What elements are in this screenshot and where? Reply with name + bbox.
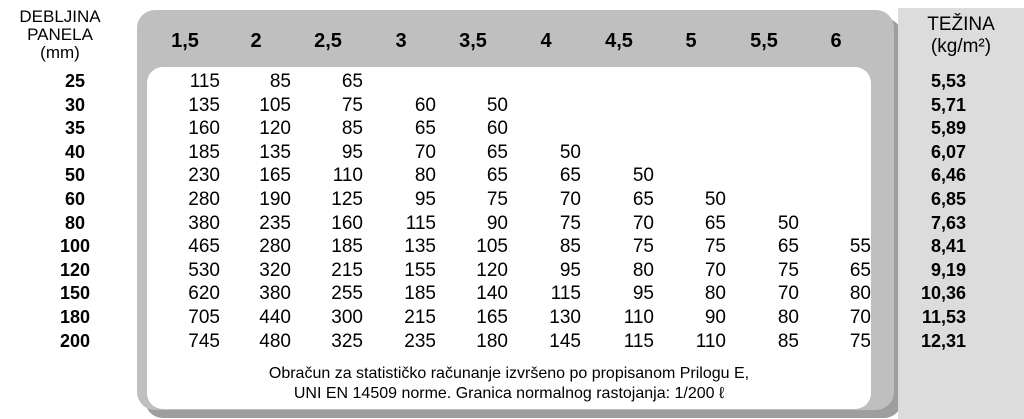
table-cell: 530 bbox=[188, 259, 220, 281]
row-weight-value: 12,31 bbox=[920, 330, 966, 351]
row-weight-value: 6,85 bbox=[930, 189, 966, 209]
table-cell: 185 bbox=[404, 283, 436, 305]
column-header: 3,5 bbox=[459, 30, 487, 52]
table-cell: 130 bbox=[549, 307, 581, 328]
table-cell: 465 bbox=[188, 236, 220, 258]
table-cell: 115 bbox=[189, 71, 220, 92]
table-cell: 135 bbox=[188, 94, 220, 116]
table-cell: 70 bbox=[414, 141, 436, 163]
table-cell: 80 bbox=[849, 283, 871, 305]
table-cell: 60 bbox=[486, 118, 508, 140]
column-header: 2,5 bbox=[314, 30, 342, 52]
column-header: 1,5 bbox=[171, 30, 199, 52]
table-cell: 65 bbox=[559, 165, 581, 187]
table-cell: 65 bbox=[849, 259, 871, 281]
column-header: 5 bbox=[685, 30, 697, 52]
table-cell: 125 bbox=[331, 189, 363, 210]
table-cell: 50 bbox=[704, 189, 726, 210]
table-cell: 90 bbox=[704, 307, 726, 328]
row-thickness-label: 30 bbox=[64, 94, 86, 115]
table-cell: 135 bbox=[404, 236, 436, 258]
table-cell: 75 bbox=[632, 236, 654, 258]
table-cell: 620 bbox=[188, 283, 220, 305]
table-cell: 70 bbox=[777, 283, 799, 305]
table-cell: 440 bbox=[259, 307, 291, 328]
table-cell: 145 bbox=[549, 330, 581, 352]
weight-header bbox=[898, 14, 1024, 58]
table-cell: 95 bbox=[632, 283, 654, 305]
footnote-line2: UNI EN 14509 norme. Granica normalnog rastojanja: 1/200 ℓ bbox=[293, 385, 725, 402]
table-cell: 180 bbox=[476, 330, 508, 352]
table-cell: 160 bbox=[331, 212, 363, 234]
table-cell: 115 bbox=[550, 283, 581, 305]
table-cell: 80 bbox=[632, 259, 654, 281]
row-weight-value: 6,07 bbox=[930, 141, 966, 162]
footnote bbox=[147, 364, 871, 404]
table-cell: 190 bbox=[259, 189, 291, 210]
row-thickness-label: 80 bbox=[64, 212, 86, 233]
table-cell: 65 bbox=[486, 141, 508, 163]
table-cell: 60 bbox=[414, 94, 436, 116]
table-cell: 185 bbox=[331, 236, 363, 258]
table-cell: 165 bbox=[259, 165, 291, 187]
table-cell: 320 bbox=[259, 259, 291, 281]
row-thickness-label: 150 bbox=[59, 283, 91, 304]
table-cell: 75 bbox=[704, 236, 726, 258]
table-cell: 745 bbox=[188, 330, 220, 352]
table-cell: 380 bbox=[259, 283, 291, 305]
table-cell: 185 bbox=[188, 141, 220, 163]
table-cell: 215 bbox=[331, 259, 363, 281]
table-cell: 85 bbox=[777, 330, 799, 352]
table-cell: 115 bbox=[405, 212, 436, 234]
table-cell: 255 bbox=[331, 283, 363, 305]
table-cell: 110 bbox=[623, 307, 654, 328]
table-cell: 165 bbox=[476, 307, 508, 328]
column-header: 3 bbox=[395, 30, 407, 52]
table-cell: 135 bbox=[259, 141, 291, 163]
weight-header-unit: (kg/m²) bbox=[930, 36, 992, 57]
table-cell: 480 bbox=[259, 330, 291, 352]
table-cell: 705 bbox=[188, 307, 220, 328]
table-cell: 65 bbox=[704, 212, 726, 234]
table-cell: 85 bbox=[559, 236, 581, 258]
table-cell: 160 bbox=[188, 118, 220, 140]
column-header: 2 bbox=[250, 30, 262, 52]
table-cell: 85 bbox=[341, 118, 363, 140]
table-cell: 120 bbox=[259, 118, 291, 140]
row-weight-value: 5,53 bbox=[930, 71, 966, 91]
table-cell: 75 bbox=[777, 259, 799, 281]
column-header: 5,5 bbox=[750, 30, 778, 52]
table-cell: 65 bbox=[777, 236, 799, 258]
table-cell: 120 bbox=[476, 259, 508, 281]
row-thickness-label: 180 bbox=[59, 307, 91, 327]
table-cell: 380 bbox=[188, 212, 220, 234]
table-cell: 65 bbox=[632, 189, 654, 210]
row-weight-value: 6,46 bbox=[930, 165, 966, 186]
table-cell: 90 bbox=[486, 212, 508, 234]
table-cell: 50 bbox=[486, 94, 508, 116]
table-cell: 110 bbox=[695, 330, 726, 352]
row-weight-value: 9,19 bbox=[930, 259, 966, 280]
table-cell: 230 bbox=[188, 165, 220, 187]
row-weight-value: 8,41 bbox=[930, 236, 966, 257]
table-cell: 50 bbox=[632, 165, 654, 187]
table-cell: 110 bbox=[332, 165, 363, 187]
table-cell: 75 bbox=[486, 189, 508, 210]
row-weight-value: 10,36 bbox=[920, 283, 966, 304]
table-cell: 70 bbox=[704, 259, 726, 281]
row-thickness-label: 35 bbox=[64, 118, 86, 139]
table-cell: 95 bbox=[559, 259, 581, 281]
table-cell: 140 bbox=[476, 283, 508, 305]
row-thickness-label: 100 bbox=[59, 236, 91, 257]
table-cell: 280 bbox=[259, 236, 291, 258]
table-cell: 65 bbox=[486, 165, 508, 187]
table-cell: 105 bbox=[259, 94, 291, 116]
table-cell: 65 bbox=[414, 118, 436, 140]
row-weight-value: 5,89 bbox=[930, 118, 966, 139]
table-cell: 80 bbox=[414, 165, 436, 187]
table-cell: 95 bbox=[414, 189, 436, 210]
column-header: 4,5 bbox=[605, 30, 633, 52]
table-cell: 325 bbox=[331, 330, 363, 352]
thickness-header-line2: PANELA bbox=[27, 25, 93, 44]
footnote-line1: Obračun za statističko računanje izvršeno po propisanom Prilogu E, bbox=[268, 365, 750, 382]
row-weight-value: 11,53 bbox=[921, 307, 966, 327]
weight-header-title: TEŽINA bbox=[927, 14, 995, 35]
table-cell: 70 bbox=[632, 212, 654, 234]
row-weight-value: 7,63 bbox=[930, 212, 966, 233]
table-cell: 55 bbox=[849, 236, 871, 258]
table-cell: 85 bbox=[269, 71, 291, 92]
row-weight-value: 5,71 bbox=[930, 94, 966, 115]
row-thickness-label: 50 bbox=[64, 165, 86, 186]
row-thickness-label: 120 bbox=[59, 259, 91, 280]
table-cell: 105 bbox=[476, 236, 508, 258]
column-header: 4 bbox=[540, 30, 552, 52]
thickness-header bbox=[0, 8, 120, 62]
table-cell: 300 bbox=[331, 307, 363, 328]
row-thickness-label: 60 bbox=[64, 189, 86, 209]
table-cell: 235 bbox=[259, 212, 291, 234]
row-thickness-label: 40 bbox=[64, 141, 86, 162]
table-cell: 80 bbox=[704, 283, 726, 305]
table-cell: 75 bbox=[849, 330, 871, 352]
thickness-header-unit: (mm) bbox=[40, 43, 80, 62]
table-cell: 215 bbox=[404, 307, 436, 328]
table-cell: 75 bbox=[559, 212, 581, 234]
table-cell: 70 bbox=[559, 189, 581, 210]
table-cell: 115 bbox=[623, 330, 654, 352]
row-thickness-label: 200 bbox=[59, 330, 91, 351]
column-header: 6 bbox=[830, 30, 842, 52]
table-cell: 235 bbox=[404, 330, 436, 352]
table-cell: 65 bbox=[341, 71, 363, 92]
table-cell: 50 bbox=[777, 212, 799, 234]
table-cell: 75 bbox=[341, 94, 363, 116]
table-cell: 70 bbox=[849, 307, 871, 328]
table-cell: 80 bbox=[777, 307, 799, 328]
row-thickness-label: 25 bbox=[64, 71, 86, 91]
table-cell: 155 bbox=[404, 259, 436, 281]
thickness-header-line1: DEBLJINA bbox=[19, 7, 101, 26]
table-cell: 50 bbox=[559, 141, 581, 163]
table-cell: 280 bbox=[188, 189, 220, 210]
table-cell: 95 bbox=[341, 141, 363, 163]
